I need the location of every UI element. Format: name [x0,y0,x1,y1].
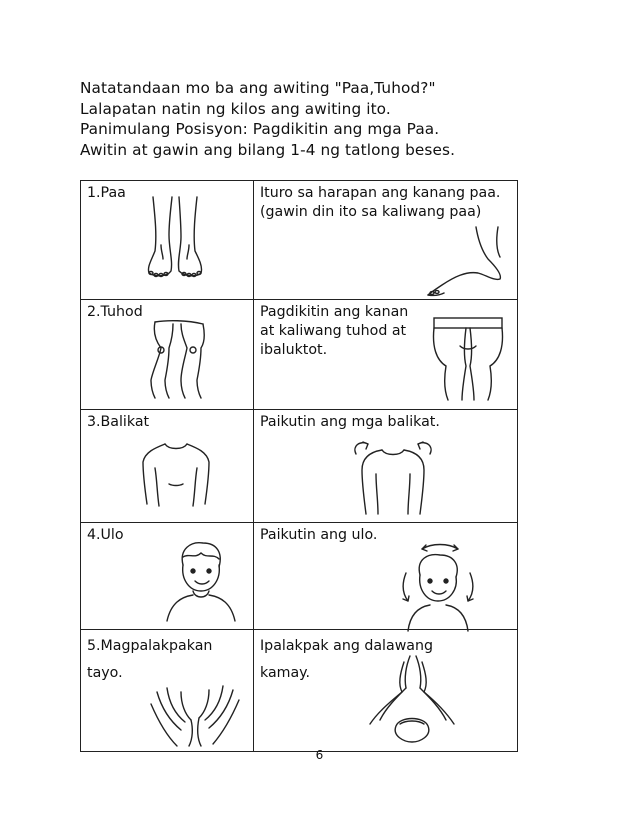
step-cell [81,630,254,752]
bent-knees-illustration [147,318,215,400]
intro-line-1: Natatandaan mo ba ang awiting "Paa,Tuhod?" [80,79,436,97]
rotating-shoulders-illustration [348,440,438,516]
activity-table [80,180,518,752]
instruction-text: Paikutin ang mga balikat. [260,414,440,430]
rotating-head-illustration [400,543,476,633]
instruction-text: Ituro sa harapan ang kanang paa.(gawin din ito sa kaliwang paa) [260,185,501,220]
page-number: 6 [315,748,324,762]
table-row [81,630,518,752]
table-row [81,523,518,630]
step-label: 2.Tuhod [87,304,143,320]
step-label: 4.Ulo [87,527,124,543]
step-label: 1.Paa [87,185,126,201]
step-label: 5.Magpalakpakan tayo. [87,638,213,681]
instruction-text: Pagdikitin ang kanan at kaliwang tuhod at ibaluktot. [260,304,409,358]
table-row [81,300,518,410]
intro-text [80,78,550,160]
knees-together-illustration [430,316,506,402]
table-row [81,410,518,523]
instruction-cell [254,181,518,300]
step-cell [81,300,254,410]
feet-together-illustration [139,195,211,279]
step-cell [81,410,254,523]
instruction-text: Ipalakpak ang dalawang kamay. [260,638,433,681]
instruction-cell [254,410,518,523]
pointed-foot-illustration [426,225,506,297]
instruction-cell [254,300,518,410]
instruction-text: Paikutin ang ulo. [260,527,378,543]
intro-line-3: Panimulang Posisyon: Pagdikitin ang mga Paa. [80,120,440,138]
intro-line-2: Lalapatan natin ng kilos ang awiting ito. [80,99,391,118]
intro-line-4: Awitin at gawin ang bilang 1-4 ng tatlong beses. [80,140,456,159]
instruction-cell [254,523,518,630]
step-cell [81,181,254,300]
table-row [81,181,518,300]
step-label: 3.Balikat [87,414,150,430]
instruction-cell [254,630,518,752]
open-hands-illustration [147,684,243,750]
step-cell [81,523,254,630]
boy-head-illustration [163,539,239,623]
shoulders-illustration [139,440,213,508]
clapping-hands-illustration [366,654,458,744]
